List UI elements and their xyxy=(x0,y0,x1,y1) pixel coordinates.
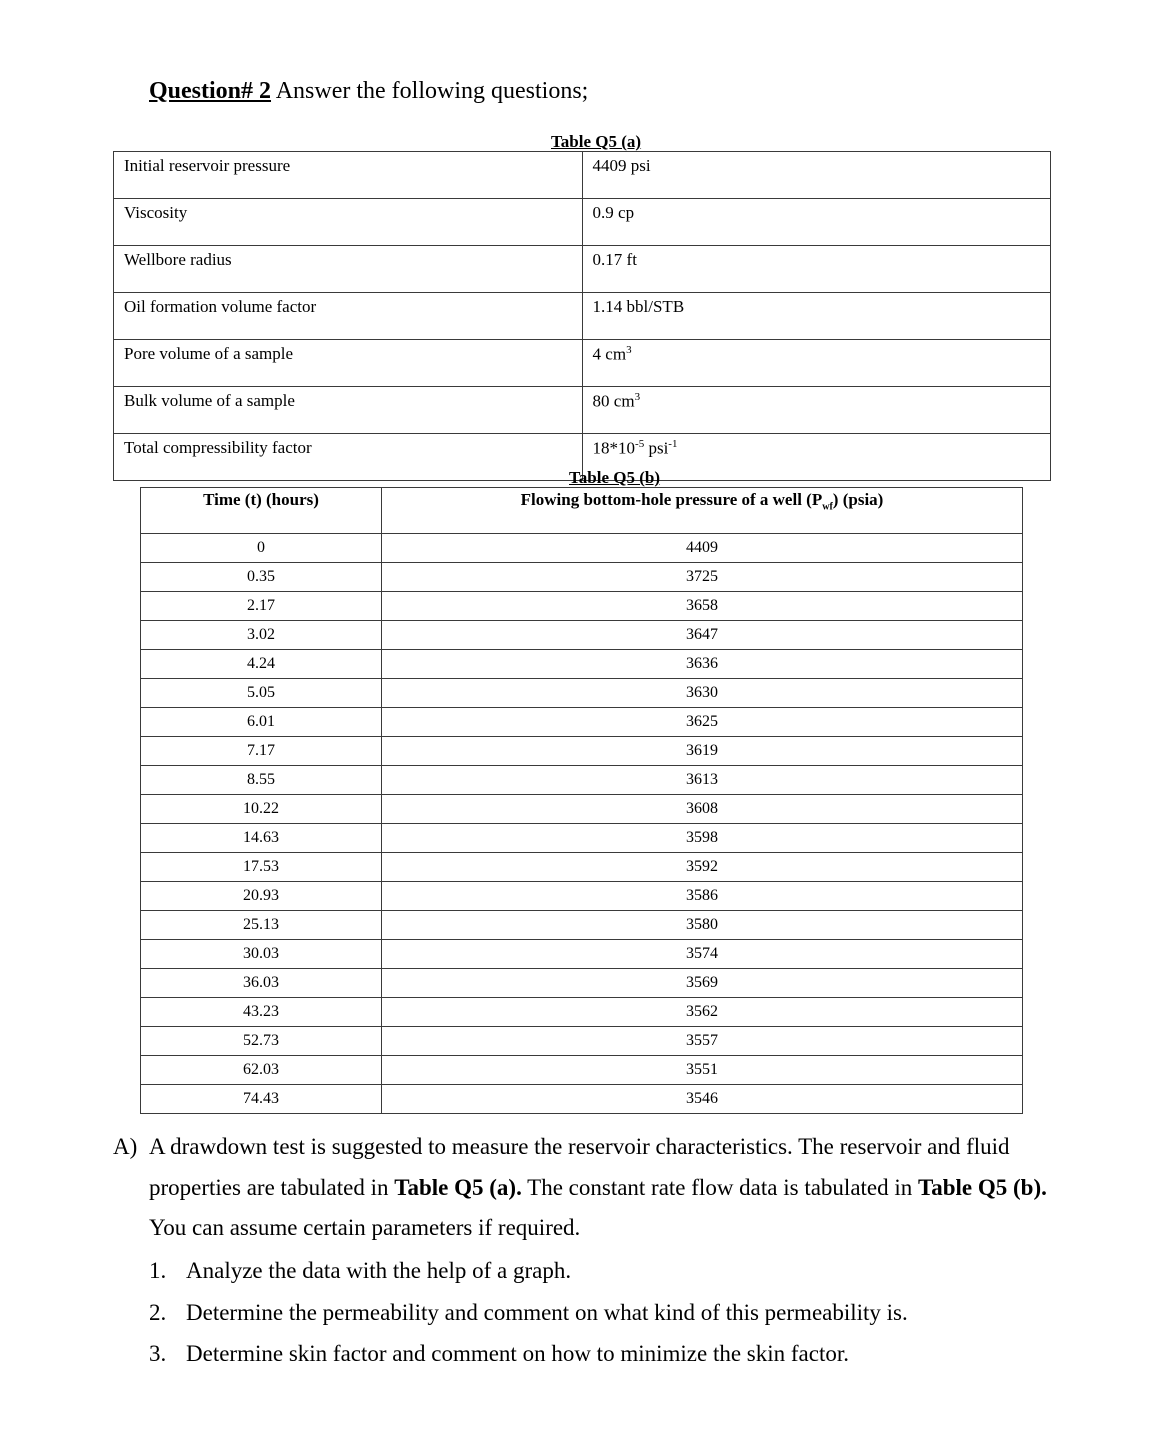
pressure-cell: 3592 xyxy=(382,853,1023,882)
task-text: Determine the permeability and comment on what kind of this permeability is. xyxy=(186,1299,908,1325)
pressure-cell: 3546 xyxy=(382,1085,1023,1114)
pressure-cell: 3574 xyxy=(382,940,1023,969)
table-row xyxy=(114,246,1051,293)
table-row xyxy=(141,1056,1023,1085)
table-row xyxy=(114,199,1051,246)
table-row xyxy=(141,766,1023,795)
table-row xyxy=(141,911,1023,940)
table-row xyxy=(114,340,1051,387)
pressure-cell: 3557 xyxy=(382,1027,1023,1056)
property-value: 0.9 cp xyxy=(582,199,1050,246)
time-column-header: Time (t) (hours) xyxy=(141,488,382,534)
time-cell: 2.17 xyxy=(141,592,382,621)
property-value: 4409 psi xyxy=(582,152,1050,199)
task-number: 3. xyxy=(149,1341,167,1366)
task-text: Analyze the data with the help of a graph. xyxy=(186,1258,572,1283)
table-row xyxy=(141,708,1023,737)
table-row xyxy=(141,882,1023,911)
table-row xyxy=(141,592,1023,621)
task-item xyxy=(149,1333,1049,1375)
property-label: Bulk volume of a sample xyxy=(114,387,583,434)
time-cell: 8.55 xyxy=(141,766,382,795)
pressure-cell: 3619 xyxy=(382,737,1023,766)
time-cell: 7.17 xyxy=(141,737,382,766)
table-row xyxy=(141,1085,1023,1114)
part-a-letter: A) xyxy=(113,1134,138,1159)
table-row xyxy=(141,969,1023,998)
time-cell: 6.01 xyxy=(141,708,382,737)
property-value: 80 $cm^3$ xyxy=(582,387,1050,434)
property-value: 4 $cm^3$ xyxy=(582,340,1050,387)
table-row xyxy=(141,795,1023,824)
table-row xyxy=(141,940,1023,969)
property-value: 1.14 bbl/STB xyxy=(582,293,1050,340)
table-row xyxy=(114,152,1051,199)
drawdown-data-table xyxy=(140,487,1023,1114)
time-cell: 0.35 xyxy=(141,563,382,592)
time-cell: 52.73 xyxy=(141,1027,382,1056)
task-number: 2. xyxy=(149,1299,167,1325)
property-label: Pore volume of a sample xyxy=(114,340,583,387)
task-item xyxy=(149,1292,1049,1334)
part-a-text: A drawdown test is suggested to measure the reservoir characteristics. The reservoir and fluid properties are tabulated in Table Q5 (a). The constant rate flow data is tabulated in Table Q5 (b). You can assume certain parameters if required. xyxy=(149,1134,1047,1241)
table-row xyxy=(141,534,1023,563)
question-heading xyxy=(149,78,588,105)
property-label: Oil formation volume factor xyxy=(114,293,583,340)
pressure-cell: 3551 xyxy=(382,1056,1023,1085)
time-cell: 36.03 xyxy=(141,969,382,998)
reservoir-properties-table xyxy=(113,151,1051,481)
pressure-cell: 3580 xyxy=(382,911,1023,940)
table-row xyxy=(141,679,1023,708)
property-value: 0.17 ft xyxy=(582,246,1050,293)
pressure-cell: 3636 xyxy=(382,650,1023,679)
table-row xyxy=(141,737,1023,766)
pressure-cell: 3658 xyxy=(382,592,1023,621)
pressure-cell: 3613 xyxy=(382,766,1023,795)
time-cell: 25.13 xyxy=(141,911,382,940)
time-cell: 17.53 xyxy=(141,853,382,882)
property-label: Viscosity xyxy=(114,199,583,246)
time-cell: 4.24 xyxy=(141,650,382,679)
pressure-cell: 3647 xyxy=(382,621,1023,650)
pressure-cell: 3630 xyxy=(382,679,1023,708)
pressure-cell: 3569 xyxy=(382,969,1023,998)
table-header-row xyxy=(141,488,1023,534)
table-row xyxy=(114,293,1051,340)
time-cell: 20.93 xyxy=(141,882,382,911)
part-a xyxy=(113,1127,1063,1249)
table-row xyxy=(141,998,1023,1027)
table-row xyxy=(141,824,1023,853)
time-cell: 14.63 xyxy=(141,824,382,853)
property-label: Initial reservoir pressure xyxy=(114,152,583,199)
pressure-cell: 3625 xyxy=(382,708,1023,737)
time-cell: 74.43 xyxy=(141,1085,382,1114)
pressure-cell: 4409 xyxy=(382,534,1023,563)
task-list xyxy=(149,1250,1049,1375)
pressure-cell: 3608 xyxy=(382,795,1023,824)
task-text: Determine skin factor and comment on how to minimize the skin factor. xyxy=(186,1341,849,1366)
table-row xyxy=(141,563,1023,592)
property-value: $18*10^{-5}$ psi$^{-1}$ xyxy=(582,434,1050,481)
time-cell: 43.23 xyxy=(141,998,382,1027)
table-row xyxy=(141,1027,1023,1056)
pressure-cell: 3586 xyxy=(382,882,1023,911)
table-row xyxy=(141,650,1023,679)
question-number: Question# 2 xyxy=(149,78,272,104)
property-label: Wellbore radius xyxy=(114,246,583,293)
time-cell: 10.22 xyxy=(141,795,382,824)
task-number: 1. xyxy=(149,1258,167,1283)
time-cell: 3.02 xyxy=(141,621,382,650)
table-row xyxy=(114,387,1051,434)
table-row xyxy=(141,621,1023,650)
time-cell: 5.05 xyxy=(141,679,382,708)
pressure-column-header: Flowing bottom-hole pressure of a well $(P_{wf})$ (psia) xyxy=(382,488,1023,534)
time-cell: 0 xyxy=(141,534,382,563)
pressure-cell: 3598 xyxy=(382,824,1023,853)
table-a-caption: Table Q5 (a) xyxy=(551,132,642,151)
time-cell: 62.03 xyxy=(141,1056,382,1085)
question-instruction: Answer the following questions; xyxy=(275,78,589,104)
pressure-cell: 3562 xyxy=(382,998,1023,1027)
pressure-cell: 3725 xyxy=(382,563,1023,592)
table-b-caption: Table Q5 (b) xyxy=(569,468,661,487)
task-item xyxy=(149,1250,1049,1292)
time-cell: 30.03 xyxy=(141,940,382,969)
table-row xyxy=(141,853,1023,882)
property-label: Total compressibility factor xyxy=(114,434,583,481)
